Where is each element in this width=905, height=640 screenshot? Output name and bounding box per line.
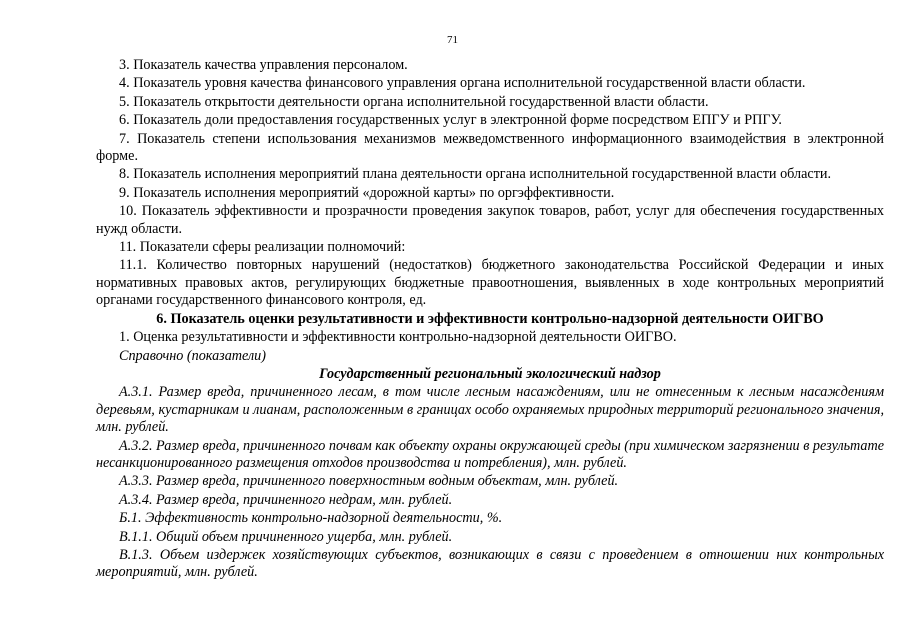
section-heading: 6. Показатель оценки результативности и эффективности контрольно-надзорной деятельности ОИГВО: [156, 310, 824, 327]
section-item: 1. Оценка результативности и эффективности контрольно-надзорной деятельности ОИГВО.: [119, 329, 677, 346]
indicator-item: А.3.2. Размер вреда, причиненного почвам как объекту охраны окружающей среды (при химическом загрязнении в результате несанкционированного размещения отходов производства и потребления), млн. рублей.: [96, 437, 884, 471]
indicator-item: Б.1. Эффективность контрольно-надзорной деятельности, %.: [119, 510, 503, 527]
indicator-item: В.1.1. Общий объем причиненного ущерба, млн. рублей.: [119, 528, 453, 545]
indicator-item: А.3.3. Размер вреда, причиненного поверхностным водным объектам, млн. рублей.: [119, 473, 619, 490]
list-item: 10. Показатель эффективности и прозрачности проведения закупок товаров, работ, услуг для обеспечения государственных нужд области.: [96, 203, 884, 237]
subsection-heading: Государственный региональный экологический надзор: [319, 365, 661, 382]
list-item: 11.1. Количество повторных нарушений (недостатков) бюджетного законодательства Российской Федерации и иных нормативных правовых актов, регулирующих бюджетные правоотношения, выявленных в ходе контрольных мероприятий органами государственного финансового контроля, ед.: [96, 257, 884, 309]
reference-label: Справочно (показатели): [119, 347, 267, 364]
indicator-item: А.3.4. Размер вреда, причиненного недрам, млн. рублей.: [119, 491, 453, 508]
page-number: 71: [447, 34, 458, 46]
list-item: 6. Показатель доли предоставления государственных услуг в электронной форме посредством ЕПГУ и РПГУ.: [119, 112, 782, 129]
document-body: [96, 57, 884, 582]
list-item: 8. Показатель исполнения мероприятий плана деятельности органа исполнительной государственной власти области.: [119, 166, 832, 183]
list-item: 7. Показатель степени использования механизмов межведомственного информационного взаимодействия в электронной форме.: [96, 130, 884, 165]
indicator-item: А.3.1. Размер вреда, причиненного лесам, в том числе лесным насаждениям, или не отнесенным к лесным насаждениям деревьям, кустарникам и лианам, расположенным в границах особо охраняемых природных территорий регионального значения, млн. рублей.: [96, 384, 884, 436]
list-item: 9. Показатель исполнения мероприятий «дорожной карты» по оргэффективности.: [119, 184, 615, 201]
list-item: 11. Показатели сферы реализации полномочий:: [119, 239, 406, 256]
list-item: 3. Показатель качества управления персоналом.: [119, 57, 408, 73]
list-item: 5. Показатель открытости деятельности органа исполнительной государственной власти области.: [119, 93, 709, 110]
list-item: 4. Показатель уровня качества финансового управления органа исполнительной государственной власти области.: [119, 75, 806, 92]
indicator-item: В.1.3. Объем издержек хозяйствующих субъектов, возникающих в связи с проведением в отношении них контрольных мероприятий, млн. рублей.: [96, 546, 884, 581]
